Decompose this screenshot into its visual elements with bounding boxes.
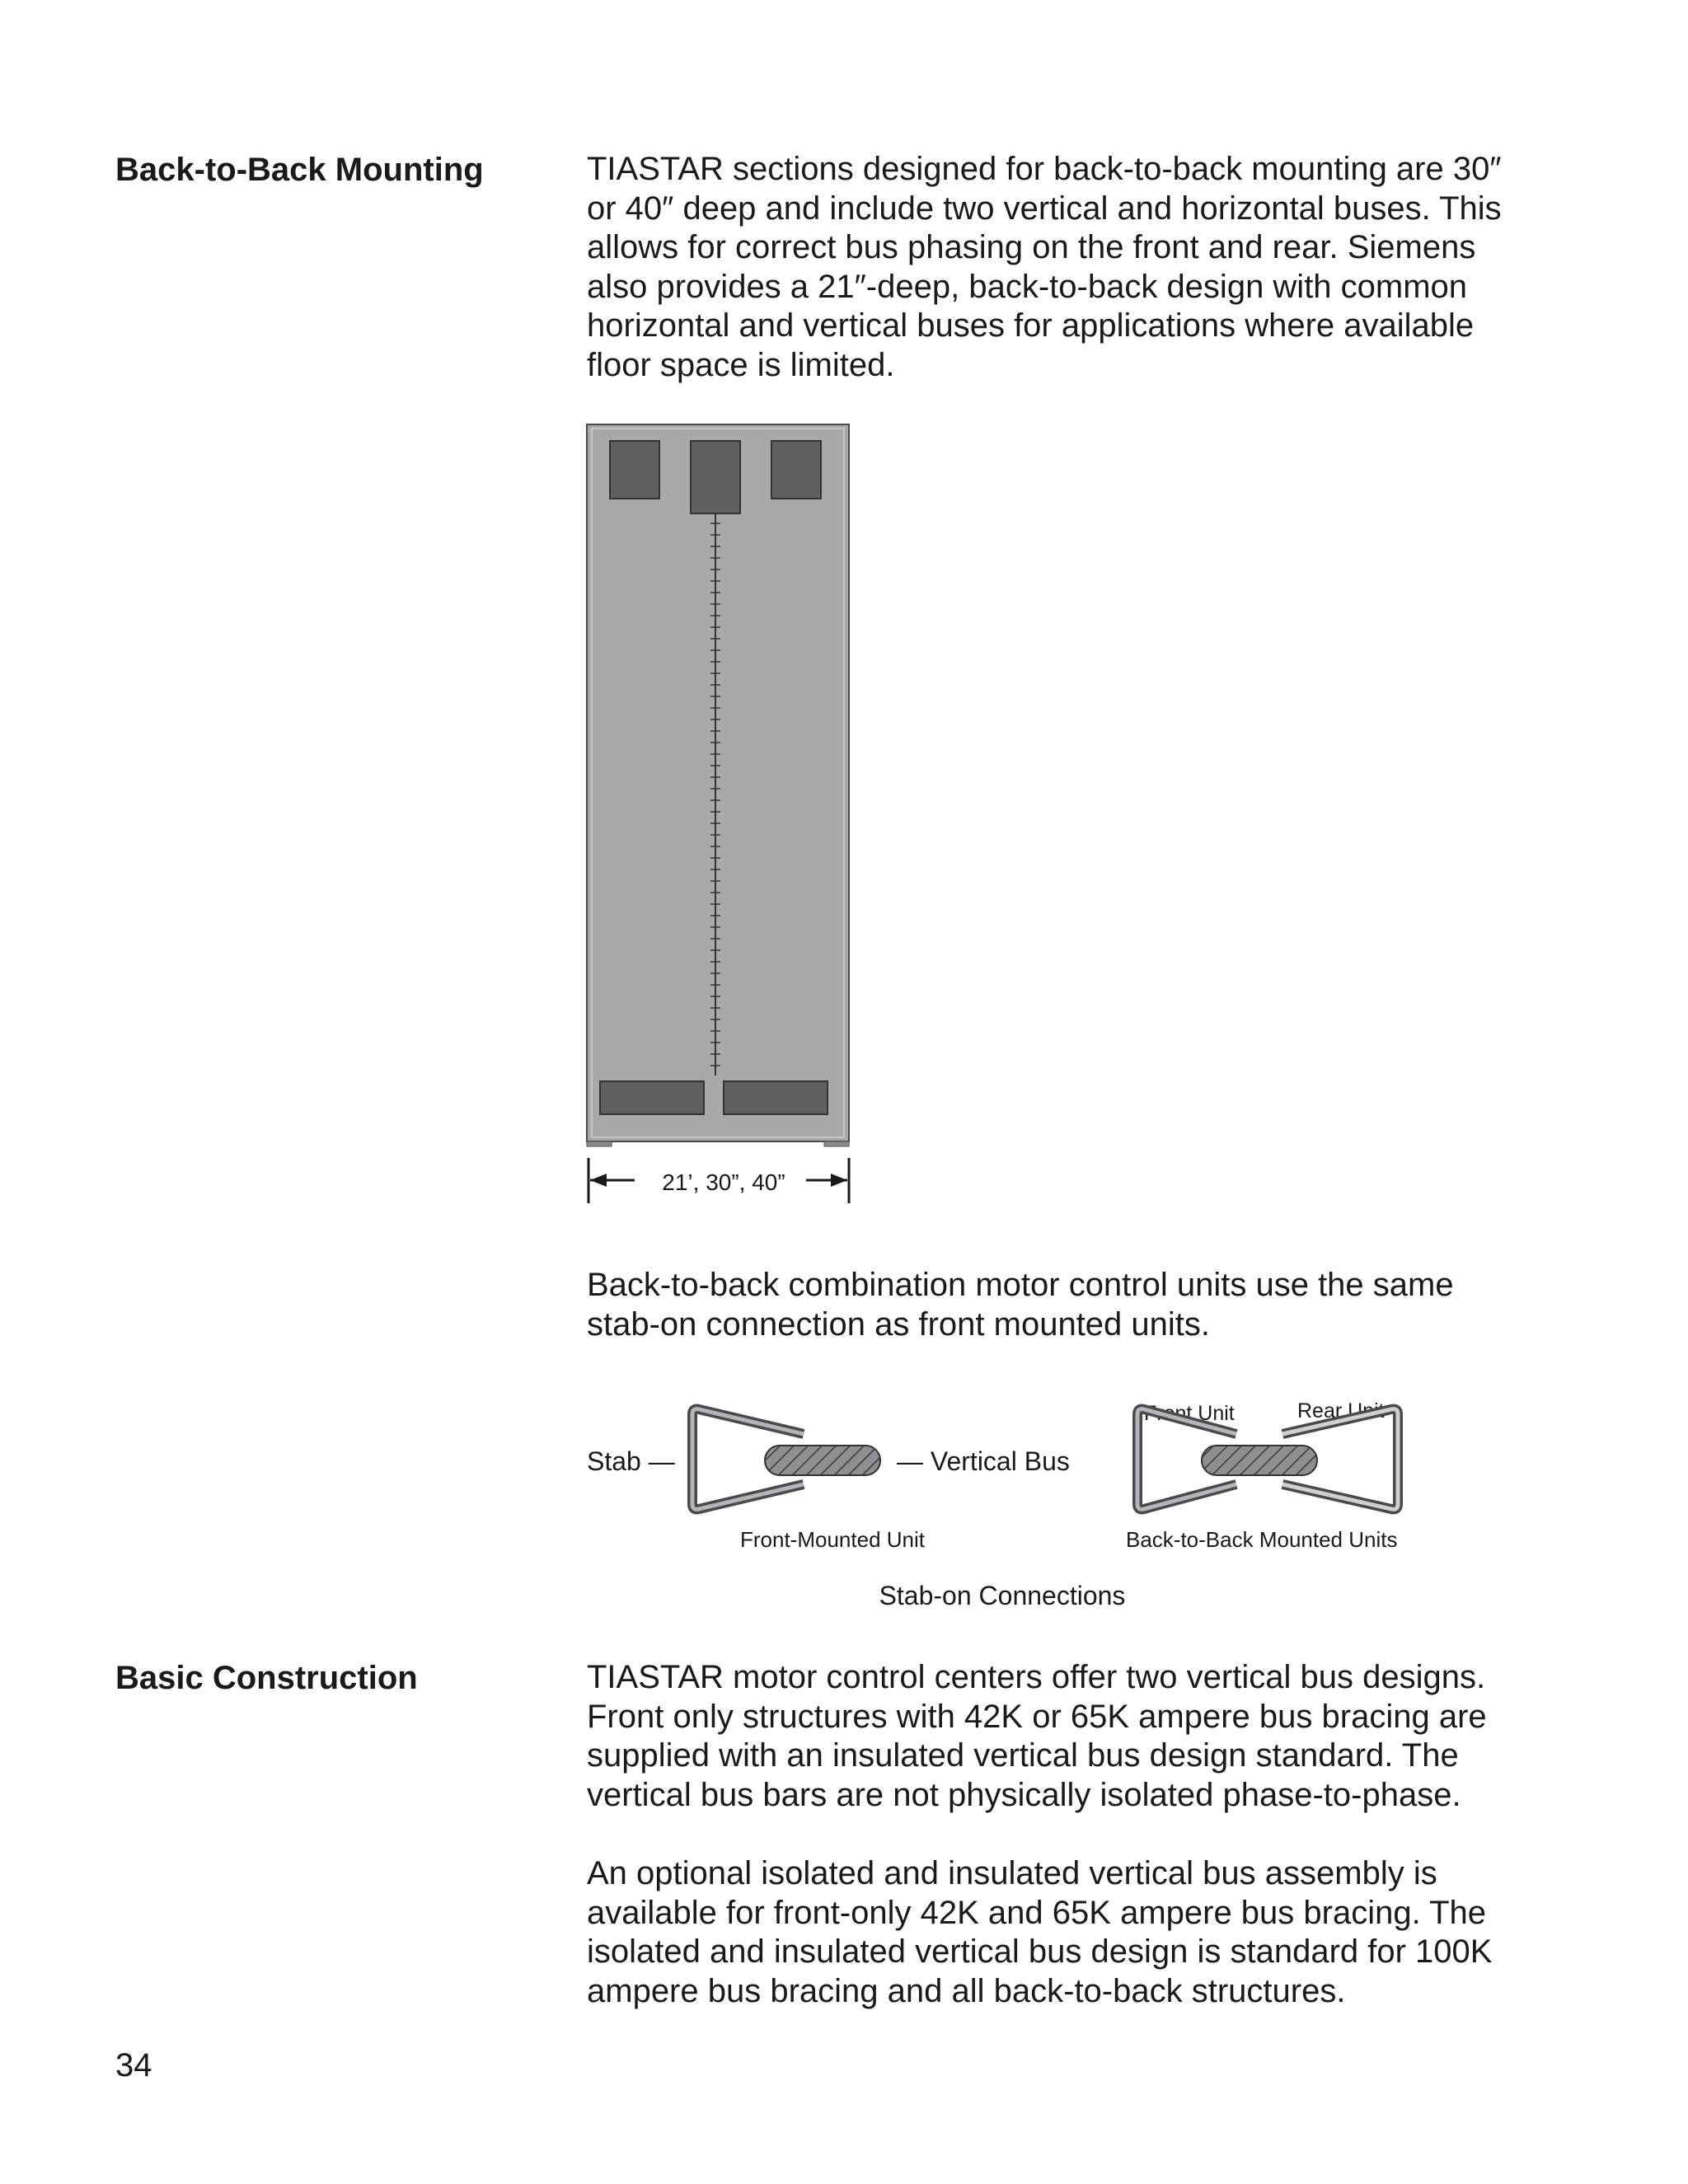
paragraph-line: An optional isolated and insulated vertical bus assembly is <box>587 1855 1437 1891</box>
dimension-left-arrowhead <box>590 1174 607 1187</box>
rear-unit-label: Rear Unit <box>1297 1399 1385 1422</box>
combination-paragraph <box>587 1266 1535 1344</box>
vertical-bus-label: — Vertical Bus <box>897 1446 1070 1476</box>
paragraph-line: Front only structures with 42K or 65K ampere bus bracing are <box>587 1698 1487 1735</box>
paragraph-line: supplied with an insulated vertical bus design standard. The <box>587 1737 1459 1774</box>
page-number: 34 <box>115 2047 152 2083</box>
front-unit-label: Front Unit <box>1144 1402 1235 1425</box>
top-right-block <box>771 441 821 499</box>
paragraph-line: also provides a 21″-deep, back-to-back design with common <box>587 268 1468 305</box>
back-to-back-mounting-heading: Back-to-Back Mounting <box>115 152 484 188</box>
paragraph-line: floor space is limited. <box>587 346 895 383</box>
back-to-back-paragraph <box>587 150 1535 385</box>
dimension-right-arrowhead <box>831 1174 847 1187</box>
vertical-bus-bar <box>1202 1446 1317 1475</box>
paragraph-line: horizontal and vertical buses for applications where available <box>587 307 1475 344</box>
front-mounted-caption: Front-Mounted Unit <box>740 1527 925 1552</box>
basic-construction-paragraph-1 <box>587 1658 1535 1815</box>
paragraph-line: ampere bus bracing and all back-to-back structures. <box>587 1972 1346 2009</box>
paragraph-line: TIASTAR motor control centers offer two vertical bus designs. <box>587 1659 1486 1695</box>
paragraph-line: stab-on connection as front mounted units. <box>587 1305 1211 1343</box>
paragraph-line: vertical bus bars are not physically isolated phase-to-phase. <box>587 1776 1461 1813</box>
dimension-label: 21’, 30”, 40” <box>662 1169 785 1195</box>
cabinet-side-view-figure <box>577 412 874 1220</box>
vertical-bus-bar <box>765 1446 880 1475</box>
paragraph-line: Back-to-back combination motor control units use the same <box>587 1267 1454 1303</box>
paragraph-line: allows for correct bus phasing on the front and rear. Siemens <box>587 229 1476 265</box>
left-foot <box>587 1141 612 1146</box>
stab-label: Stab — <box>587 1446 675 1476</box>
basic-construction-heading: Basic Construction <box>115 1660 418 1696</box>
basic-construction-paragraph-2 <box>587 1854 1535 2011</box>
top-left-block <box>610 441 659 499</box>
bottom-right-block <box>724 1081 828 1114</box>
paragraph-line: isolated and insulated vertical bus design is standard for 100K <box>587 1933 1493 1970</box>
paragraph-line: TIASTAR sections designed for back-to-back mounting are 30″ <box>587 151 1502 187</box>
back-to-back-caption: Back-to-Back Mounted Units <box>1126 1527 1398 1552</box>
figure-caption: Stab-on Connections <box>879 1581 1126 1610</box>
front-mounted-stab <box>692 1409 880 1510</box>
cabinet-body <box>587 424 849 1141</box>
top-center-block <box>691 441 740 513</box>
right-foot <box>824 1141 849 1146</box>
stab-on-connections-figure <box>577 1368 1467 1615</box>
bottom-left-block <box>600 1081 704 1114</box>
paragraph-line: available for front-only 42K and 65K ampere bus bracing. The <box>587 1894 1487 1931</box>
paragraph-line: or 40″ deep and include two vertical and horizontal buses. This <box>587 190 1502 227</box>
